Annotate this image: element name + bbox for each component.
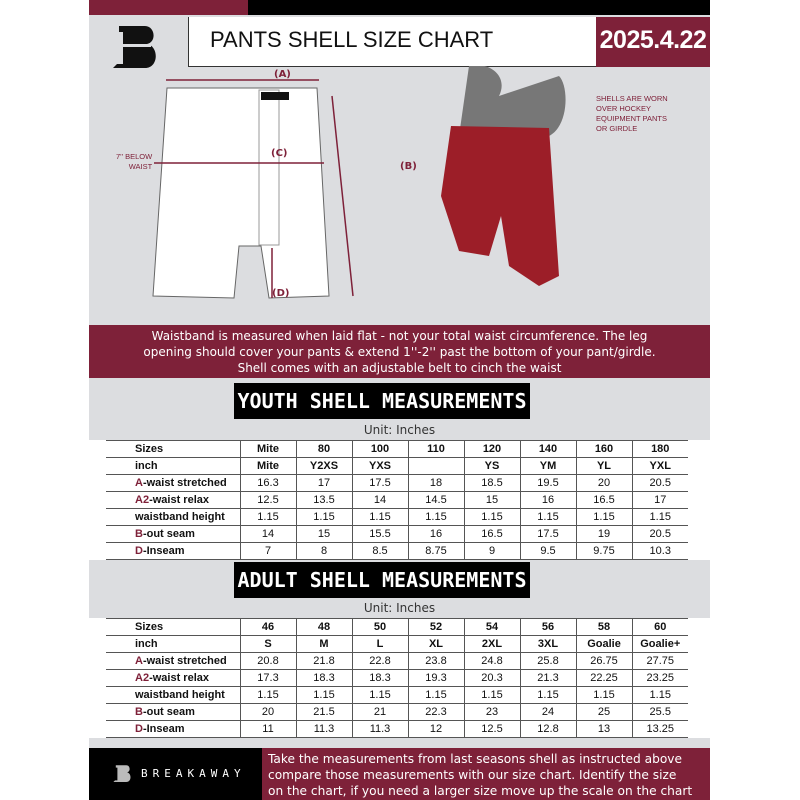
table-cell: 16.3 — [240, 475, 296, 492]
table-cell: 1.15 — [520, 687, 576, 704]
row-label — [106, 687, 240, 704]
youth-size-table — [106, 440, 688, 560]
row-label-text: inch — [135, 638, 158, 650]
table-cell: 8.5 — [352, 543, 408, 560]
table-cell: 1.15 — [352, 509, 408, 526]
size-chart-page — [89, 0, 710, 800]
row-label-text: -out seam — [142, 528, 195, 540]
label-d: (D) — [272, 288, 290, 299]
table-cell: 180 — [632, 441, 688, 458]
table-cell: YL — [576, 458, 632, 475]
table-row — [106, 492, 688, 509]
table-cell: 1.15 — [296, 509, 352, 526]
label-b: (B) — [400, 161, 417, 172]
table-cell: 18 — [408, 475, 464, 492]
table-cell: YS — [464, 458, 520, 475]
table-cell: 10.3 — [632, 543, 688, 560]
table-cell: 18.3 — [352, 670, 408, 687]
adult-table-wrap — [89, 618, 710, 738]
row-label — [106, 704, 240, 721]
table-cell: 2XL — [464, 636, 520, 653]
banner-line: Waistband is measured when laid flat - not your total waist circumference. The leg — [151, 329, 648, 343]
table-cell: Mite — [240, 458, 296, 475]
table-cell: 100 — [352, 441, 408, 458]
table-cell: 8 — [296, 543, 352, 560]
row-label — [106, 543, 240, 560]
row-label-text: -waist stretched — [142, 655, 227, 667]
table-cell: 14 — [240, 526, 296, 543]
note-line: WAIST — [128, 162, 153, 171]
row-label-text: inch — [135, 460, 158, 472]
table-cell: 23 — [464, 704, 520, 721]
table-cell: 22.8 — [352, 653, 408, 670]
top-bar — [248, 0, 710, 15]
table-cell: 9.75 — [576, 543, 632, 560]
table-cell: 26.75 — [576, 653, 632, 670]
note-shells-worn — [596, 94, 668, 134]
table-cell: 56 — [520, 619, 576, 636]
youth-unit: Unit: Inches — [363, 423, 436, 437]
table-cell: 19.5 — [520, 475, 576, 492]
table-cell: 14 — [352, 492, 408, 509]
table-cell: 17 — [632, 492, 688, 509]
table-cell: 25 — [576, 704, 632, 721]
table-row — [106, 543, 688, 560]
table-cell: 27.75 — [632, 653, 688, 670]
row-label-text: -out seam — [142, 706, 195, 718]
measurement-key: B — [135, 706, 143, 718]
table-cell: 160 — [576, 441, 632, 458]
table-cell: 13 — [576, 721, 632, 738]
note-line: SHELLS ARE WORN — [596, 94, 668, 103]
table-cell: 1.15 — [576, 509, 632, 526]
note-line: OR GIRDLE — [596, 124, 638, 133]
table-cell: 15 — [296, 526, 352, 543]
row-label-text: Sizes — [135, 621, 164, 633]
note-line: OVER HOCKEY — [596, 104, 652, 113]
table-cell: 52 — [408, 619, 464, 636]
table-cell: 7 — [240, 543, 296, 560]
table-cell: 9.5 — [520, 543, 576, 560]
row-label — [106, 475, 240, 492]
table-cell: 1.15 — [240, 509, 296, 526]
row-label-text: waistband height — [135, 689, 225, 701]
row-label-text: -Inseam — [142, 545, 185, 557]
table-cell: YXS — [352, 458, 408, 475]
table-cell: 1.15 — [296, 687, 352, 704]
table-cell: S — [240, 636, 296, 653]
table-cell: 20 — [240, 704, 296, 721]
table-cell: 18.5 — [464, 475, 520, 492]
note-below-waist — [116, 152, 152, 172]
date-badge: 2025.4.22 — [596, 17, 710, 67]
table-cell: 46 — [240, 619, 296, 636]
table-cell: Goalie+ — [632, 636, 688, 653]
table-cell: 23.25 — [632, 670, 688, 687]
table-cell: 17.5 — [520, 526, 576, 543]
measurement-key: A2 — [135, 494, 150, 506]
label-c: (C) — [271, 148, 288, 159]
table-cell: 22.3 — [408, 704, 464, 721]
table-cell: 18.3 — [296, 670, 352, 687]
footer-instructions — [262, 748, 710, 800]
row-label — [106, 526, 240, 543]
label-a: (A) — [274, 69, 291, 80]
table-cell: 16 — [520, 492, 576, 509]
table-cell: YM — [520, 458, 576, 475]
table-cell: 1.15 — [240, 687, 296, 704]
banner-line: opening should cover your pants & extend 1''-2'' past the bottom of your pant/girdle. — [143, 345, 656, 359]
table-cell: 17.5 — [352, 475, 408, 492]
table-cell: 25.8 — [520, 653, 576, 670]
table-cell: 1.15 — [464, 509, 520, 526]
table-cell: 1.15 — [576, 687, 632, 704]
table-row — [106, 619, 688, 636]
row-label — [106, 721, 240, 738]
table-cell: 17.3 — [240, 670, 296, 687]
table-cell: 12 — [408, 721, 464, 738]
table-cell: 110 — [408, 441, 464, 458]
table-row — [106, 653, 688, 670]
table-cell: 20.5 — [632, 526, 688, 543]
table-cell: 21.5 — [296, 704, 352, 721]
table-cell: 21.3 — [520, 670, 576, 687]
table-row — [106, 721, 688, 738]
note-line: 7'' BELOW — [116, 152, 153, 161]
table-cell: 1.15 — [408, 509, 464, 526]
table-cell: 3XL — [520, 636, 576, 653]
row-label-text: -waist relax — [149, 494, 209, 506]
table-row — [106, 526, 688, 543]
table-cell: 25.5 — [632, 704, 688, 721]
table-cell: 21 — [352, 704, 408, 721]
table-row — [106, 509, 688, 526]
measurement-key: D — [135, 545, 143, 557]
row-label — [106, 458, 240, 475]
row-label — [106, 636, 240, 653]
top-bar-accent — [89, 0, 248, 15]
breakaway-logo-small — [111, 762, 133, 786]
table-cell: 1.15 — [520, 509, 576, 526]
table-cell: 23.8 — [408, 653, 464, 670]
table-cell: 54 — [464, 619, 520, 636]
row-label-text: -waist relax — [149, 672, 209, 684]
table-cell: 12.8 — [520, 721, 576, 738]
table-cell: 1.15 — [464, 687, 520, 704]
table-cell: Y2XS — [296, 458, 352, 475]
table-cell: 11 — [240, 721, 296, 738]
table-cell: 13.25 — [632, 721, 688, 738]
adult-unit: Unit: Inches — [363, 601, 436, 615]
table-cell: 19.3 — [408, 670, 464, 687]
table-cell: 11.3 — [296, 721, 352, 738]
table-cell: 50 — [352, 619, 408, 636]
row-label-text: -waist stretched — [142, 477, 227, 489]
table-cell: 58 — [576, 619, 632, 636]
table-row — [106, 687, 688, 704]
table-cell: 24 — [520, 704, 576, 721]
table-cell: 12.5 — [464, 721, 520, 738]
table-cell: YXL — [632, 458, 688, 475]
table-cell: 12.5 — [240, 492, 296, 509]
table-cell: 22.25 — [576, 670, 632, 687]
adult-section-title: ADULT SHELL MEASUREMENTS — [234, 562, 530, 598]
table-row — [106, 670, 688, 687]
table-cell: 14.5 — [408, 492, 464, 509]
brand-name: BREAKAWAY — [141, 767, 246, 780]
table-cell: 1.15 — [632, 687, 688, 704]
table-cell: 17 — [296, 475, 352, 492]
measurement-key: A — [135, 655, 143, 667]
measurement-instructions — [89, 325, 710, 378]
table-cell: 60 — [632, 619, 688, 636]
table-cell: 21.8 — [296, 653, 352, 670]
row-label-text: -Inseam — [142, 723, 185, 735]
table-row — [106, 441, 688, 458]
table-cell: 16.5 — [576, 492, 632, 509]
youth-section-title: YOUTH SHELL MEASUREMENTS — [234, 383, 530, 419]
row-label — [106, 441, 240, 458]
row-label-text: Sizes — [135, 443, 164, 455]
table-cell: 1.15 — [352, 687, 408, 704]
table-cell: Mite — [240, 441, 296, 458]
table-cell: 48 — [296, 619, 352, 636]
footer-line: on the chart, if you need a larger size move up the scale on the chart — [268, 784, 693, 798]
table-cell: M — [296, 636, 352, 653]
table-cell: 20.3 — [464, 670, 520, 687]
table-cell: 16.5 — [464, 526, 520, 543]
table-cell: 20.8 — [240, 653, 296, 670]
table-cell: 8.75 — [408, 543, 464, 560]
table-cell: 13.5 — [296, 492, 352, 509]
table-cell: 15.5 — [352, 526, 408, 543]
row-label — [106, 653, 240, 670]
table-cell: 15 — [464, 492, 520, 509]
table-cell: L — [352, 636, 408, 653]
row-label-text: waistband height — [135, 511, 225, 523]
table-cell: 140 — [520, 441, 576, 458]
row-label — [106, 509, 240, 526]
table-cell: XL — [408, 636, 464, 653]
table-cell: 24.8 — [464, 653, 520, 670]
table-cell: 9 — [464, 543, 520, 560]
footer-line: compare those measurements with our size chart. Identify the size — [268, 768, 677, 782]
table-cell: 120 — [464, 441, 520, 458]
table-cell: Goalie — [576, 636, 632, 653]
page-title: PANTS SHELL SIZE CHART — [188, 17, 596, 67]
footer-line: Take the measurements from last seasons shell as instructed above — [268, 752, 683, 766]
measurement-key: A2 — [135, 672, 150, 684]
table-cell: 1.15 — [408, 687, 464, 704]
measurement-key: A — [135, 477, 143, 489]
measurement-key: D — [135, 723, 143, 735]
table-cell: 11.3 — [352, 721, 408, 738]
row-label — [106, 492, 240, 509]
banner-line: Shell comes with an adjustable belt to cinch the waist — [237, 361, 562, 375]
row-label — [106, 619, 240, 636]
table-row — [106, 636, 688, 653]
measurement-key: B — [135, 528, 143, 540]
table-cell: 1.15 — [632, 509, 688, 526]
adult-size-table — [106, 618, 688, 738]
pants-diagram — [89, 66, 710, 325]
note-line: EQUIPMENT PANTS — [596, 114, 667, 123]
table-cell: 20 — [576, 475, 632, 492]
table-cell: 80 — [296, 441, 352, 458]
footer-brand — [89, 748, 262, 800]
table-row — [106, 475, 688, 492]
table-cell: 19 — [576, 526, 632, 543]
row-label — [106, 670, 240, 687]
table-cell: 20.5 — [632, 475, 688, 492]
table-row — [106, 704, 688, 721]
table-cell: 16 — [408, 526, 464, 543]
table-row — [106, 458, 688, 475]
youth-table-wrap — [89, 440, 710, 560]
table-cell — [408, 458, 464, 475]
